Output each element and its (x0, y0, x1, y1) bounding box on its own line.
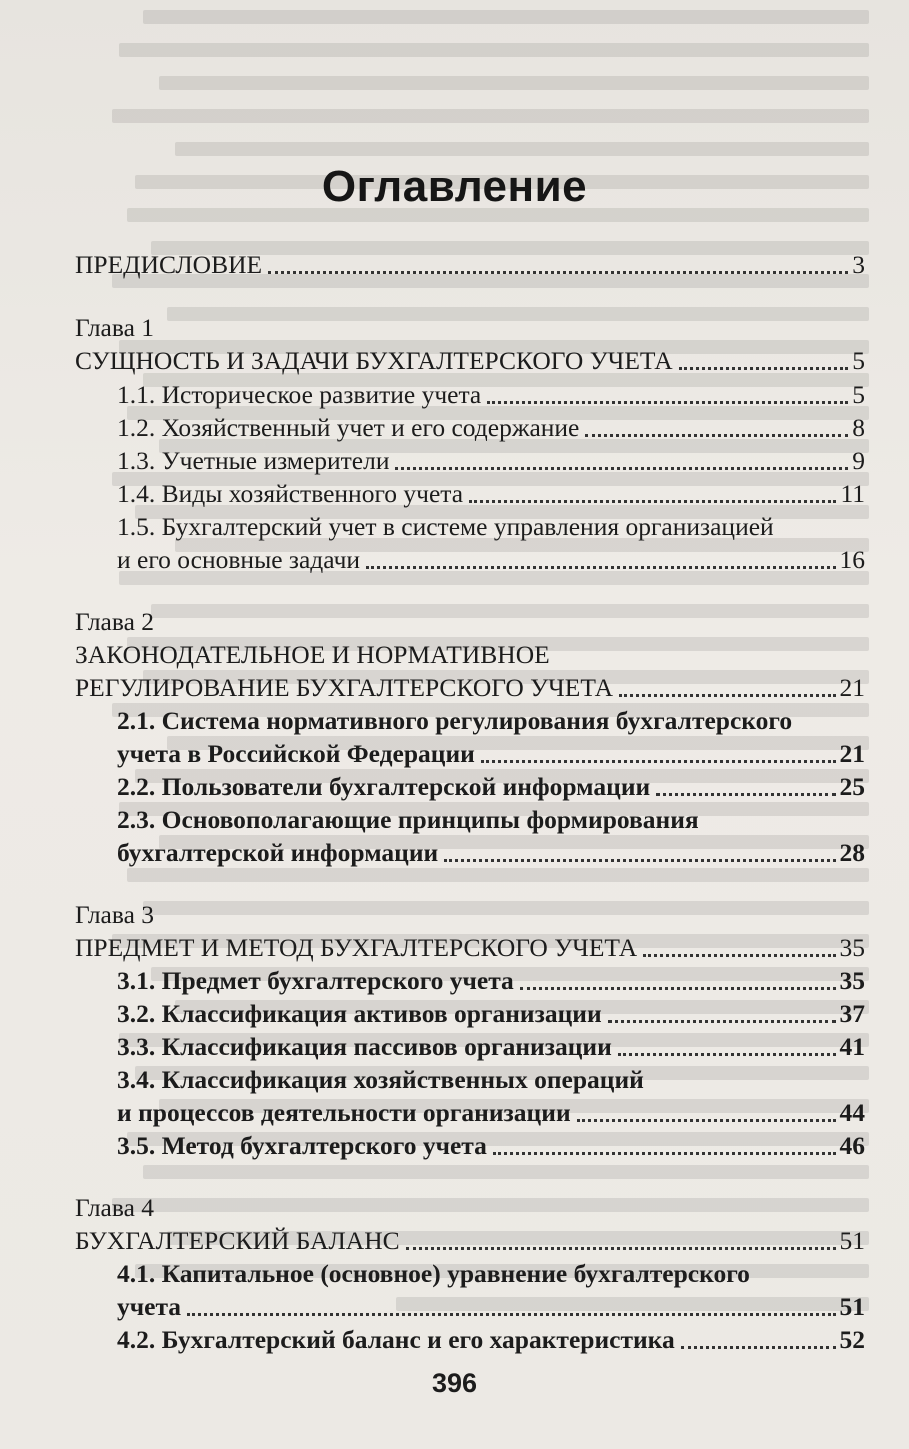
page-ref: 25 (839, 772, 865, 801)
page-ref: 37 (839, 999, 865, 1028)
toc-entry-section-line1[interactable]: 1.5. Бухгалтерский учет в системе управления организацией (117, 512, 774, 541)
page-ref: 21 (839, 739, 865, 768)
page-ref: 5 (852, 380, 865, 409)
toc-entry-section[interactable]: 2.2. Пользователи бухгалтерской информации 25 (117, 772, 865, 801)
page-ref: 52 (839, 1325, 865, 1354)
toc-entry-section[interactable]: 1.1. Историческое развитие учета 5 (117, 380, 865, 409)
toc-entry-section-line2[interactable]: учета в Российской Федерации 21 (117, 739, 865, 768)
page-ref: 5 (852, 346, 865, 375)
chapter-label: Глава 1 (75, 313, 155, 342)
page-number: 396 (431, 1368, 478, 1398)
toc-entry-section[interactable]: 4.2. Бухгалтерский баланс и его характеристика 52 (117, 1325, 865, 1354)
page-ref: 51 (839, 1226, 865, 1255)
toc-entry-section-line2[interactable]: и его основные задачи 16 (117, 545, 865, 574)
toc-entry-section[interactable]: 1.2. Хозяйственный учет и его содержание 8 (117, 413, 865, 442)
chapter-label: Глава 4 (75, 1193, 155, 1222)
toc-entry-section-line2[interactable]: и процессов деятельности организации 44 (117, 1098, 865, 1127)
toc-entry-section[interactable]: 3.1. Предмет бухгалтерского учета 35 (117, 966, 865, 995)
toc-entry-section-line1[interactable]: 4.1. Капитальное (основное) уравнение бухгалтерского (117, 1259, 750, 1288)
toc-entry-section-line1[interactable]: 2.3. Основополагающие принципы формирования (117, 805, 699, 834)
toc-entry-section[interactable]: 3.2. Классификация активов организации 37 (117, 999, 865, 1028)
page-ref: 46 (839, 1131, 865, 1160)
page-ref: 35 (839, 966, 865, 995)
page-ref: 11 (840, 479, 865, 508)
toc-entry-section-line2[interactable]: учета 51 (117, 1292, 865, 1321)
page-ref: 35 (839, 933, 865, 962)
toc-entry-chapter-3[interactable]: ПРЕДМЕТ И МЕТОД БУХГАЛТЕРСКОГО УЧЕТА 35 (75, 933, 865, 962)
toc-entry-chapter-2-line2[interactable]: РЕГУЛИРОВАНИЕ БУХГАЛТЕРСКОГО УЧЕТА 21 (75, 673, 865, 702)
chapter-label: Глава 3 (75, 900, 155, 929)
page-ref: 51 (839, 1292, 865, 1321)
page-ref: 8 (852, 413, 865, 442)
toc-entry-section[interactable]: 3.5. Метод бухгалтерского учета 46 (117, 1131, 865, 1160)
toc-entry-section-line2[interactable]: бухгалтерской информации 28 (117, 838, 865, 867)
toc-entry-section[interactable]: 1.4. Виды хозяйственного учета 11 (117, 479, 865, 508)
page-title: Оглавление (321, 162, 588, 211)
page-ref: 44 (839, 1098, 865, 1127)
chapter-label: Глава 2 (75, 607, 155, 636)
page-ref: 3 (852, 250, 865, 279)
toc-entry-section-line1[interactable]: 3.4. Классификация хозяйственных операций (117, 1065, 644, 1094)
page-ref: 16 (839, 545, 865, 574)
toc-entry-chapter-1[interactable]: СУЩНОСТЬ И ЗАДАЧИ БУХГАЛТЕРСКОГО УЧЕТА 5 (75, 346, 865, 375)
page-ref: 41 (839, 1032, 865, 1061)
page-ref: 21 (839, 673, 865, 702)
toc-entry-section-line1[interactable]: 2.1. Система нормативного регулирования бухгалтерского (117, 706, 793, 735)
page-ref: 9 (852, 446, 865, 475)
toc-entry-section[interactable]: 1.3. Учетные измерители 9 (117, 446, 865, 475)
toc-entry-section[interactable]: 3.3. Классификация пассивов организации 41 (117, 1032, 865, 1061)
page-ref: 28 (839, 838, 865, 867)
toc-entry-preface[interactable]: ПРЕДИСЛОВИЕ 3 (75, 250, 865, 279)
toc-entry-chapter-2-line1[interactable]: ЗАКОНОДАТЕЛЬНОЕ И НОРМАТИВНОЕ (75, 640, 550, 669)
toc-entry-chapter-4[interactable]: БУХГАЛТЕРСКИЙ БАЛАНС 51 (75, 1226, 865, 1255)
